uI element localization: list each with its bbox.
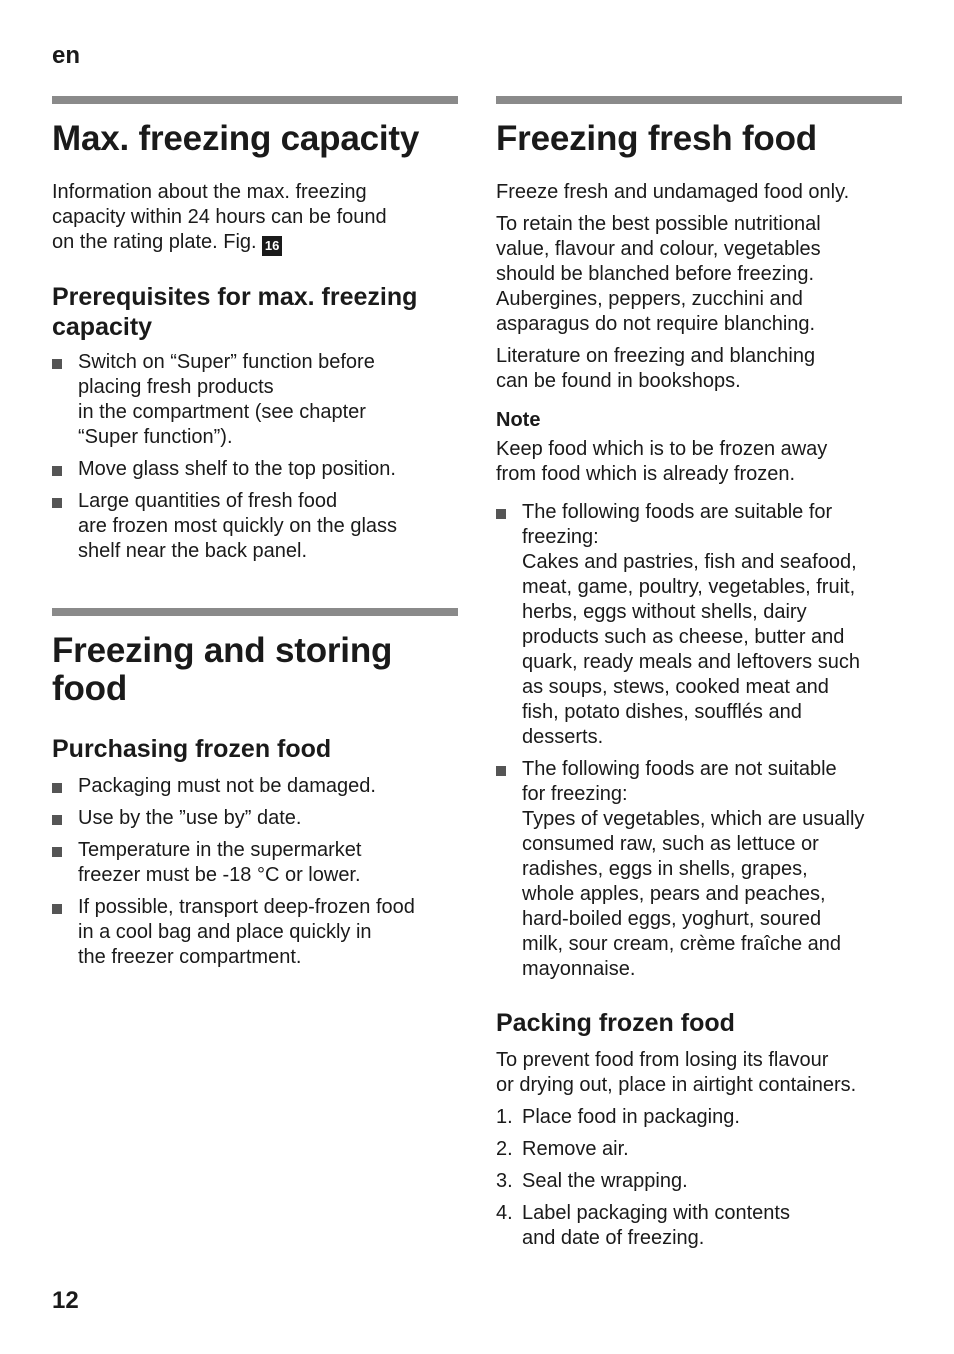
list-item: Switch on “Super” function before placing fresh products in the compartment (see chapter “Super function”). [52,350,458,450]
section-title-max-freezing: Max. freezing capacity [52,119,420,158]
list-item: Move glass shelf to the top position. [52,457,458,482]
square-bullet-icon [496,509,506,519]
page-number: 12 [52,1287,79,1314]
left-column [52,96,458,977]
subheading-packing: Packing frozen food [496,1009,735,1037]
square-bullet-icon [52,815,62,825]
list-item: The following foods are suitable for freezing: Cakes and pastries, fish and seafood, meat, game, poultry, vegetables, fruit, herbs, eggs without shells, dairy products such as cheese, butter and quark, ready meals and leftovers such as soups, stews, cooked meat and fish, potato dishes, soufflés and desserts. [496,500,902,750]
section-rule [52,96,458,104]
note-text: Keep food which is to be frozen away from food which is already frozen. [496,438,828,485]
square-bullet-icon [52,359,62,369]
square-bullet-icon [52,847,62,857]
square-bullet-icon [52,498,62,508]
list-item: If possible, transport deep-frozen food in a cool bag and place quickly in the freezer compartment. [52,895,458,970]
packing-steps [496,1105,902,1251]
fresh-food-para-1: Freeze fresh and undamaged food only. [496,181,850,203]
list-item: Temperature in the supermarket freezer must be -18 °C or lower. [52,838,458,888]
list-item: Large quantities of fresh food are frozen most quickly on the glass shelf near the back panel. [52,489,458,564]
list-item: 2. Remove air. [496,1138,629,1160]
fresh-food-para-2: To retain the best possible nutritional value, flavour and colour, vegetables should be blanched before freezing. Aubergines, peppers, zucchini and asparagus do not require blanching. [496,213,821,335]
note-heading: Note [496,409,541,431]
section-rule [496,96,902,104]
section-title-freezing-storing: Freezing and storing food [52,631,393,708]
max-freezing-intro: Information about the max. freezing capacity within 24 hours can be found on the rating plate. Fig. 16 [52,180,458,256]
list-item: 1. Place food in packaging. [496,1106,740,1128]
list-item: 3. Seal the wrapping. [496,1170,688,1192]
square-bullet-icon [52,904,62,914]
language-code: en [52,42,81,69]
figure-reference-badge: 16 [262,236,282,256]
section-title-freezing-fresh: Freezing fresh food [496,119,817,158]
square-bullet-icon [52,783,62,793]
section-rule [52,608,458,616]
subheading-prerequisites: Prerequisites for max. freezing capacity [52,283,418,341]
list-item: Use by the ”use by” date. [52,806,458,831]
square-bullet-icon [52,466,62,476]
prerequisites-list [52,350,458,564]
suitability-list [496,500,902,982]
square-bullet-icon [496,766,506,776]
purchasing-list [52,774,458,970]
right-column [496,96,902,1258]
fresh-food-para-3: Literature on freezing and blanching can be found in bookshops. [496,345,816,392]
list-item: 4. Label packaging with contents and date of freezing. [496,1202,790,1249]
packing-intro: To prevent food from losing its flavour or drying out, place in airtight containers. [496,1049,857,1096]
list-item: The following foods are not suitable for freezing: Types of vegetables, which are usually consumed raw, such as lettuce or radishes, eggs in shells, grapes, whole apples, pears and peaches, hard-boiled eggs, yoghurt, soured milk, sour cream, crème fraîche and mayonnaise. [496,757,902,982]
list-item: Packaging must not be damaged. [52,774,458,799]
subheading-purchasing: Purchasing frozen food [52,735,332,763]
